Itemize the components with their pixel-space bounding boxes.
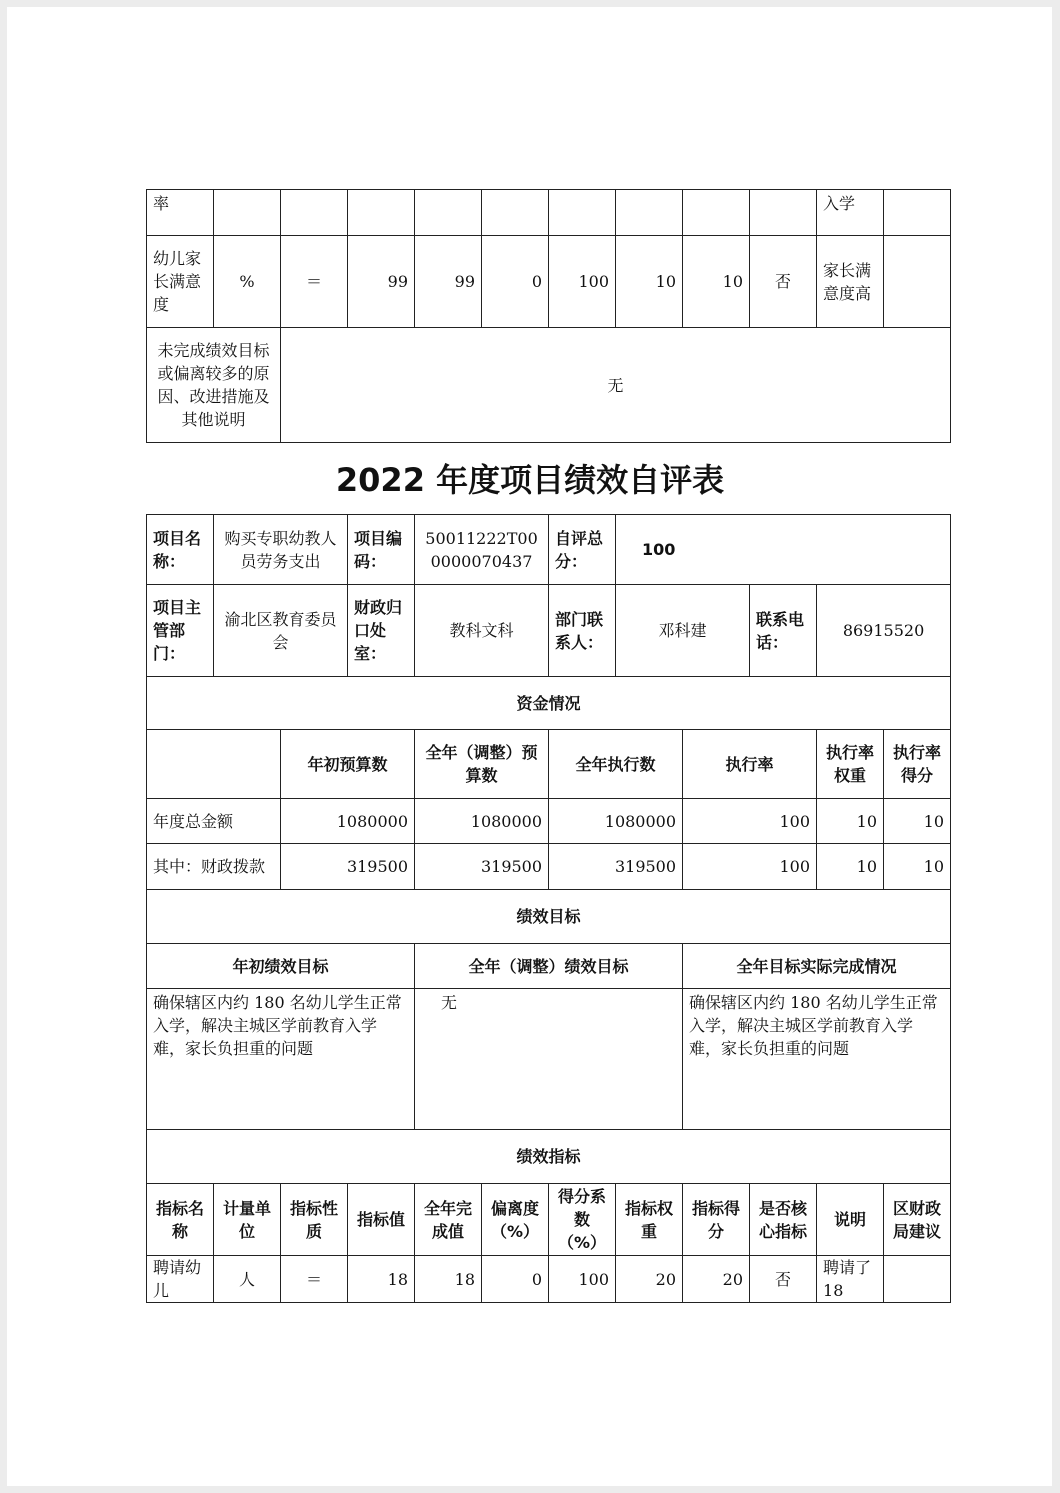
funds-header: 执行率权重 [817, 730, 884, 799]
indicator-unit: % [214, 236, 281, 328]
indicators-header-row [147, 1184, 951, 1256]
indicator-header: 偏离度（%） [482, 1184, 549, 1256]
dept-label: 项目主管部门： [147, 585, 214, 677]
funds-score: 10 [884, 799, 951, 844]
section-row [147, 890, 951, 944]
indicator-name: 率 [147, 190, 214, 236]
info-row [147, 585, 951, 677]
indicator-header: 得分系数（%） [549, 1184, 616, 1256]
indicator-advice [884, 1256, 951, 1303]
table-row [147, 190, 951, 236]
page-title: 2022 年度项目绩效自评表 [335, 461, 725, 499]
contact-value: 邓科建 [616, 585, 750, 677]
indicator-nature: ＝ [281, 236, 348, 328]
funds-row-label: 其中：财政拨款 [147, 844, 281, 890]
table-row [147, 1256, 951, 1303]
indicator-done: 18 [415, 1256, 482, 1303]
funds-header: 全年执行数 [549, 730, 683, 799]
indicator-header: 指标权重 [616, 1184, 683, 1256]
indicator-header: 全年完成值 [415, 1184, 482, 1256]
goals-header: 全年（调整）绩效目标 [415, 944, 683, 989]
initial-goal: 确保辖区内约 180 名幼儿学生正常入学，解决主城区学前教育入学难，家长负担重的问题 [147, 989, 415, 1130]
goals-header: 全年目标实际完成情况 [683, 944, 951, 989]
phone-label: 联系电话： [750, 585, 817, 677]
section-row [147, 1130, 951, 1184]
section-row [147, 677, 951, 730]
indicator-unit: 人 [214, 1256, 281, 1303]
funds-rate: 100 [683, 799, 817, 844]
project-name-label: 项目名称： [147, 515, 214, 585]
indicator-deviation: 0 [482, 236, 549, 328]
indicator-name: 聘请幼儿 [147, 1256, 214, 1303]
indicator-deviation: 0 [482, 1256, 549, 1303]
indicator-desc: 家长满意度高 [817, 236, 884, 328]
indicator-weight: 20 [616, 1256, 683, 1303]
total-score-value: 100 [616, 515, 951, 585]
project-code-value: 50011222T000000070437 [415, 515, 549, 585]
indicator-header: 说明 [817, 1184, 884, 1256]
funds-weight: 10 [817, 844, 884, 890]
indicator-done: 99 [415, 236, 482, 328]
table-row [147, 989, 951, 1130]
reason-value: 无 [281, 328, 951, 443]
funds-header: 执行率 [683, 730, 817, 799]
indicator-coef: 100 [549, 236, 616, 328]
funds-budget: 1080000 [281, 799, 415, 844]
actual-completion: 确保辖区内约 180 名幼儿学生正常入学，解决主城区学前教育入学难，家长负担重的问题 [683, 989, 951, 1130]
funds-rate: 100 [683, 844, 817, 890]
indicator-desc: 聘请了 18 [817, 1256, 884, 1303]
funds-header: 全年（调整）预算数 [415, 730, 549, 799]
indicator-header: 计量单位 [214, 1184, 281, 1256]
goals-section-title: 绩效目标 [147, 890, 951, 944]
funds-header: 年初预算数 [281, 730, 415, 799]
reason-label: 未完成绩效目标或偏离较多的原因、改进措施及其他说明 [147, 328, 281, 443]
indicator-nature: ＝ [281, 1256, 348, 1303]
project-name-value: 购买专职幼教人员劳务支出 [214, 515, 348, 585]
table-row [147, 236, 951, 328]
indicator-header: 是否核心指标 [750, 1184, 817, 1256]
indicator-value: 99 [348, 236, 415, 328]
indicator-score: 10 [683, 236, 750, 328]
funds-header-row [147, 730, 951, 799]
table-row [147, 328, 951, 443]
indicators-section-title: 绩效指标 [147, 1130, 951, 1184]
funds-section-title: 资金情况 [147, 677, 951, 730]
finance-office-value: 教科文科 [415, 585, 549, 677]
dept-value: 渝北区教育委员会 [214, 585, 348, 677]
funds-adjusted: 1080000 [415, 799, 549, 844]
project-code-label: 项目编码： [348, 515, 415, 585]
funds-executed: 319500 [549, 844, 683, 890]
continuation-table [146, 189, 951, 443]
indicator-core: 否 [750, 1256, 817, 1303]
table-row [147, 799, 951, 844]
indicator-value: 18 [348, 1256, 415, 1303]
funds-executed: 1080000 [549, 799, 683, 844]
funds-adjusted: 319500 [415, 844, 549, 890]
evaluation-table [146, 514, 951, 1303]
indicator-weight: 10 [616, 236, 683, 328]
indicator-header: 指标名称 [147, 1184, 214, 1256]
indicator-header: 指标性质 [281, 1184, 348, 1256]
indicator-header: 区财政局建议 [884, 1184, 951, 1256]
indicator-name: 幼儿家长满意度 [147, 236, 214, 328]
adjusted-goal: 无 [415, 989, 683, 1130]
goals-header-row [147, 944, 951, 989]
finance-office-label: 财政归口处室： [348, 585, 415, 677]
goals-header: 年初绩效目标 [147, 944, 415, 989]
indicator-score: 20 [683, 1256, 750, 1303]
table-row [147, 844, 951, 890]
funds-header: 执行率得分 [884, 730, 951, 799]
indicator-header: 指标得分 [683, 1184, 750, 1256]
indicator-desc: 入学 [817, 190, 884, 236]
contact-label: 部门联系人： [549, 585, 616, 677]
funds-score: 10 [884, 844, 951, 890]
funds-weight: 10 [817, 799, 884, 844]
indicator-core: 否 [750, 236, 817, 328]
indicator-header: 指标值 [348, 1184, 415, 1256]
funds-row-label: 年度总金额 [147, 799, 281, 844]
funds-budget: 319500 [281, 844, 415, 890]
indicator-coef: 100 [549, 1256, 616, 1303]
total-score-label: 自评总分： [549, 515, 616, 585]
info-row [147, 515, 951, 585]
phone-value: 86915520 [817, 585, 951, 677]
